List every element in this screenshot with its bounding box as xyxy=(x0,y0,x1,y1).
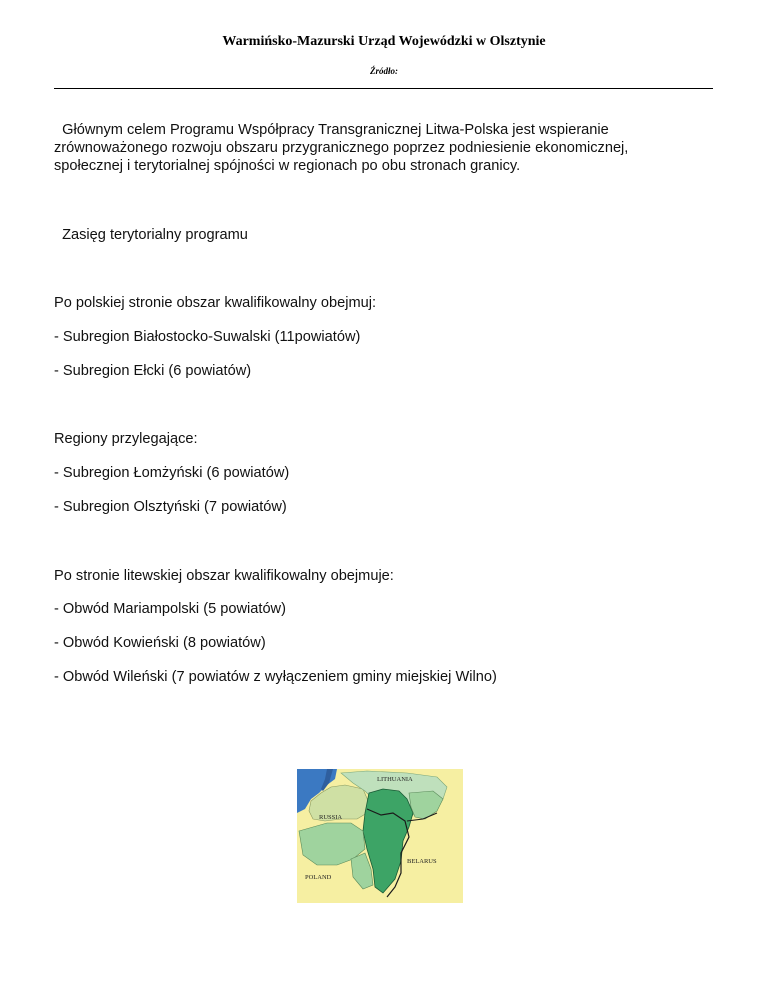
map-label-poland: POLAND xyxy=(305,874,332,881)
polish-side-heading: Po polskiej stronie obszar kwalifikowalny obejmuj: xyxy=(54,295,377,311)
intro-paragraph xyxy=(54,121,694,175)
program-area-map xyxy=(297,769,463,903)
intro-line: społecznej i terytorialnej spójności w regionach po obu stronach granicy. xyxy=(54,158,521,174)
list-item: - Obwód Mariampolski (5 powiatów) xyxy=(54,601,286,617)
lithuanian-side-heading: Po stronie litewskiej obszar kwalifikowalny obejmuje: xyxy=(54,568,394,584)
list-item: - Subregion Ełcki (6 powiatów) xyxy=(54,363,252,379)
header-divider xyxy=(54,88,713,89)
document-header-title: Warmińsko-Mazurski Urząd Wojewódzki w Olsztynie xyxy=(222,34,546,49)
intro-line: Głównym celem Programu Współpracy Transgranicznej Litwa-Polska jest wspieranie xyxy=(54,122,609,138)
source-label: Źródło: xyxy=(370,66,398,76)
map-label-belarus: BELARUS xyxy=(407,858,437,865)
list-item: - Subregion Białostocko-Suwalski (11powiatów) xyxy=(54,329,361,345)
adjacent-regions-heading: Regiony przylegające: xyxy=(54,431,198,447)
list-item: - Subregion Olsztyński (7 powiatów) xyxy=(54,499,287,515)
map-label-lithuania: LITHUANIA xyxy=(377,776,413,783)
map-label-russia: RUSSIA xyxy=(319,814,343,821)
list-item: - Obwód Wileński (7 powiatów z wyłączeniem gminy miejskiej Wilno) xyxy=(54,669,497,685)
list-item: - Subregion Łomżyński (6 powiatów) xyxy=(54,465,290,481)
intro-line: zrównoważonego rozwoju obszaru przygranicznego poprzez podniesienie ekonomicznej, xyxy=(54,140,629,156)
list-item: - Obwód Kowieński (8 powiatów) xyxy=(54,635,266,651)
scope-heading: Zasięg terytorialny programu xyxy=(54,227,248,243)
